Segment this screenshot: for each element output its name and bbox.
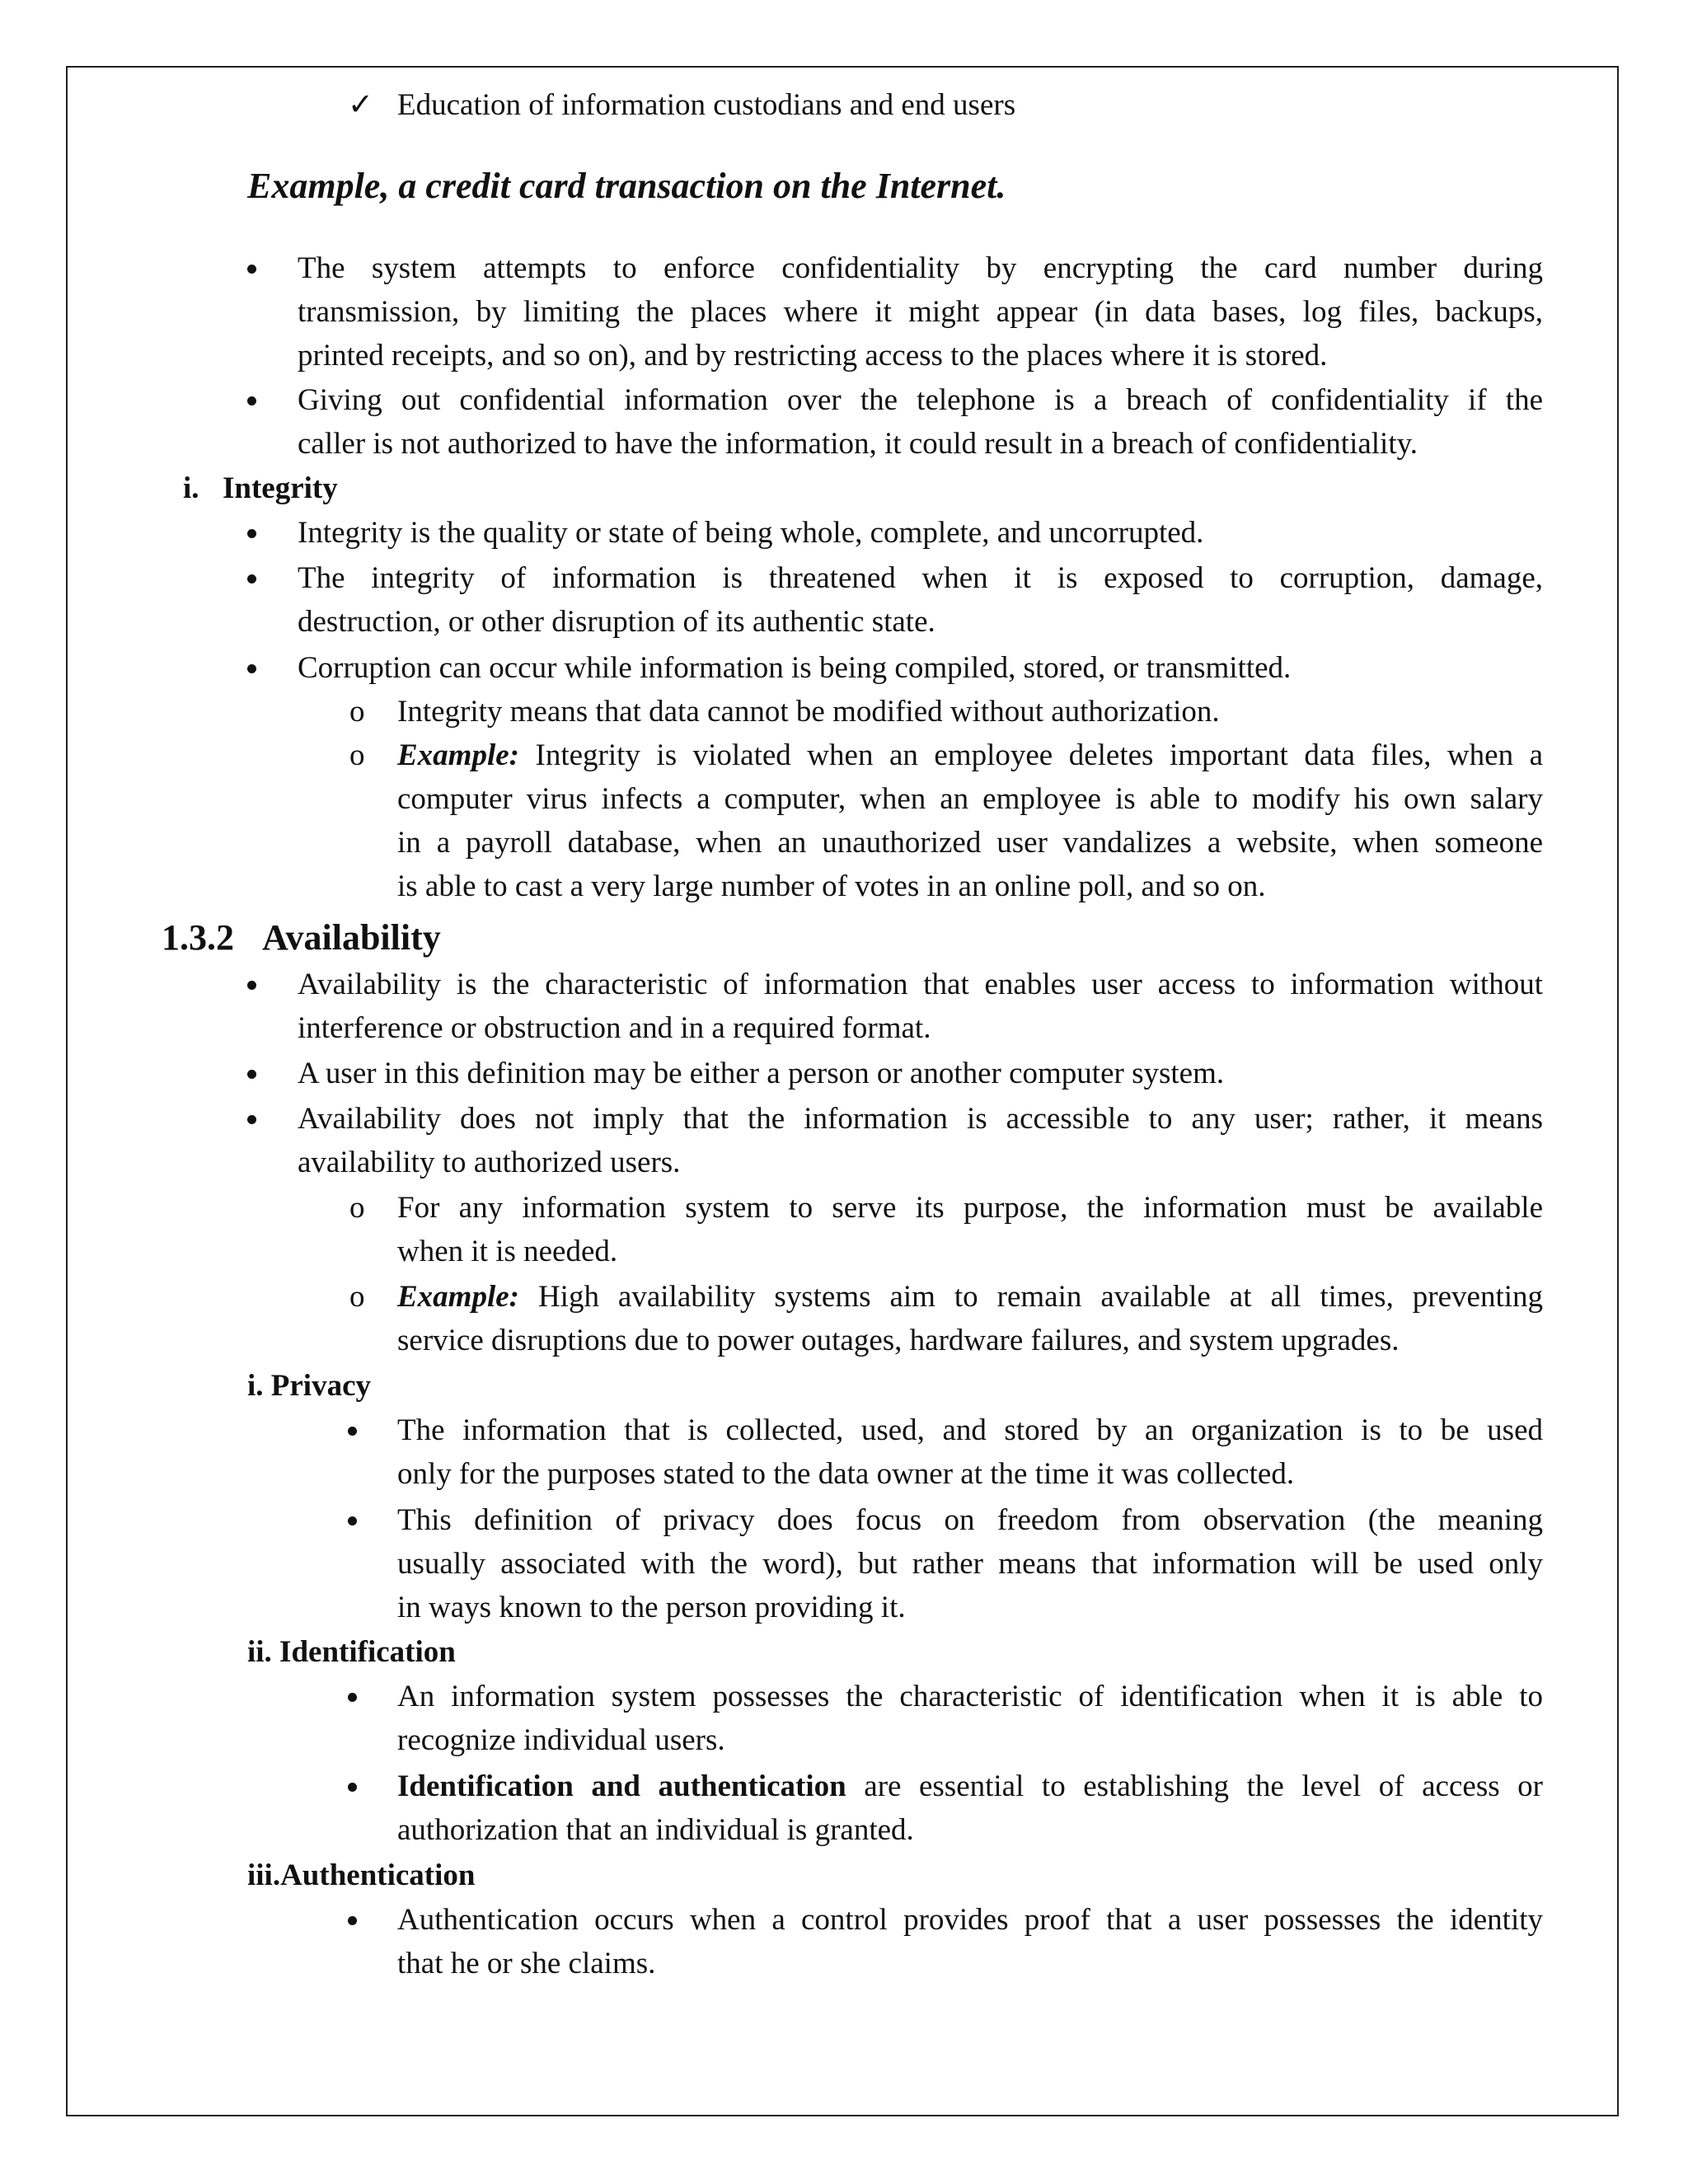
circle-bullet-icon: o — [349, 695, 365, 729]
bullet-icon — [247, 396, 256, 405]
availability-bullet1-line1: Availability is the characteristic of information that enables user access to information without — [298, 968, 1543, 1001]
cc-bullet2-line1: Giving out confidential information over the telephone is a breach of confidentiality if the — [298, 383, 1543, 417]
authentication-bullet1-line2: that he or she claims. — [397, 1947, 656, 1980]
availability-sub1-line1: For any information system to serve its purpose, the information must be available — [397, 1191, 1543, 1225]
checkmark-icon: ✓ — [348, 88, 374, 122]
check-item-text: Education of information custodians and end users — [397, 88, 1016, 122]
availability-bullet2: A user in this definition may be either a person or another computer system. — [298, 1057, 1225, 1090]
availability-heading: Availability — [262, 917, 441, 958]
privacy-heading: i. Privacy — [247, 1369, 372, 1403]
cc-bullet1-line3: printed receipts, and so on), and by restricting access to the places where it is stored. — [298, 339, 1328, 373]
bullet-icon — [348, 1916, 357, 1925]
privacy-bullet2-line3: in ways known to the person providing it. — [397, 1591, 906, 1624]
bullet-icon — [247, 574, 256, 583]
bullet-icon — [247, 1115, 256, 1124]
cc-bullet1-line2: transmission, by limiting the places where it might appear (in data bases, log files, backups, — [298, 295, 1543, 329]
authentication-bullet1-line1: Authentication occurs when a control provides proof that a user possesses the identity — [397, 1903, 1543, 1937]
identification-bullet1-line1: An information system possesses the characteristic of identification when it is able to — [397, 1680, 1543, 1713]
identification-bullet2-line1: Identification and authentication are essential to establishing the level of access or — [397, 1769, 1543, 1803]
integrity-sub1: Integrity means that data cannot be modified without authorization. — [397, 695, 1220, 729]
availability-sub2-line1: Example: High availability systems aim to remain available at all times, preventing — [397, 1280, 1544, 1314]
bullet-icon — [247, 529, 256, 538]
identification-heading: ii. Identification — [247, 1635, 456, 1669]
availability-bullet3-line2: availability to authorized users. — [298, 1146, 681, 1179]
availability-bullet3-line1: Availability does not imply that the information is accessible to any user; rather, it means — [298, 1102, 1543, 1136]
privacy-bullet1-line1: The information that is collected, used, and stored by an organization is to be used — [397, 1413, 1543, 1447]
cc-bullet2-line2: caller is not authorized to have the information, it could result in a breach of confidentiality. — [298, 427, 1418, 461]
bullet-icon — [247, 664, 256, 673]
privacy-bullet2-line1: This definition of privacy does focus on freedom from observation (the meaning — [397, 1503, 1543, 1537]
privacy-bullet1-line2: only for the purposes stated to the data owner at the time it was collected. — [397, 1457, 1295, 1491]
identification-bullet1-line2: recognize individual users. — [397, 1723, 725, 1757]
cc-bullet1-line1: The system attempts to enforce confidentiality by encrypting the card number during — [298, 251, 1543, 285]
integrity-number: i. — [183, 471, 199, 505]
availability-sub2-line2: service disruptions due to power outages, hardware failures, and system upgrades. — [397, 1324, 1400, 1357]
availability-number: 1.3.2 — [162, 917, 234, 958]
circle-bullet-icon: o — [349, 738, 365, 772]
availability-bullet1-line2: interference or obstruction and in a required format. — [298, 1011, 931, 1045]
bullet-icon — [247, 981, 256, 990]
integrity-sub2-line2: computer virus infects a computer, when an employee is able to modify his own salary — [397, 782, 1543, 816]
bullet-icon — [247, 1070, 256, 1079]
integrity-sub2-line3: in a payroll database, when an unauthorized user vandalizes a website, when someone — [397, 826, 1543, 860]
circle-bullet-icon: o — [349, 1280, 365, 1314]
circle-bullet-icon: o — [349, 1191, 365, 1225]
integrity-bullet1: Integrity is the quality or state of being whole, complete, and uncorrupted. — [298, 516, 1204, 550]
privacy-bullet2-line2: usually associated with the word), but rather means that information will be used only — [397, 1547, 1543, 1581]
bullet-icon — [348, 1693, 357, 1702]
integrity-sub2-line1: Example: Integrity is violated when an employee deletes important data files, when a — [397, 738, 1544, 772]
availability-sub1-line2: when it is needed. — [397, 1235, 618, 1268]
bullet-icon — [348, 1427, 357, 1436]
authentication-heading: iii.Authentication — [247, 1858, 476, 1892]
integrity-bullet2-line2: destruction, or other disruption of its authentic state. — [298, 605, 935, 639]
integrity-bullet3: Corruption can occur while information is being compiled, stored, or transmitted. — [298, 651, 1292, 685]
example-heading: Example, a credit card transaction on the Internet. — [247, 166, 1006, 206]
integrity-sub2-line4: is able to cast a very large number of votes in an online poll, and so on. — [397, 869, 1266, 903]
bullet-icon — [247, 265, 256, 274]
bullet-icon — [348, 1783, 357, 1792]
bullet-icon — [348, 1516, 357, 1526]
integrity-heading: Integrity — [223, 471, 338, 505]
identification-bullet2-line2: authorization that an individual is granted. — [397, 1813, 914, 1847]
integrity-bullet2-line1: The integrity of information is threatened when it is exposed to corruption, damage, — [298, 561, 1543, 595]
